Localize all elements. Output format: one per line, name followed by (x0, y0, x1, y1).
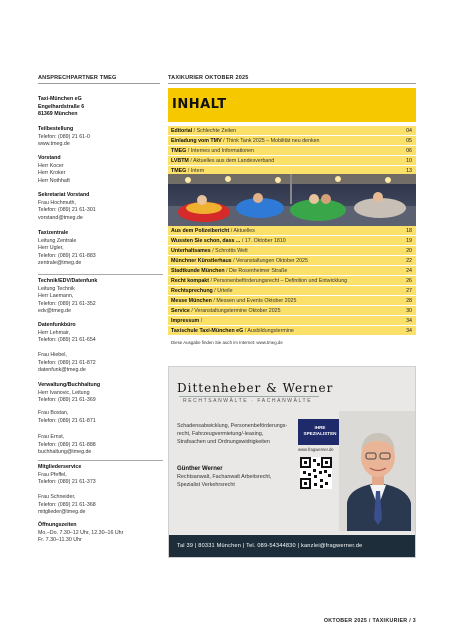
toc-item-subtitle: / Schlechte Zeiten (192, 128, 237, 134)
toc-item-page: 04 (406, 128, 412, 134)
toc-item[interactable] (168, 126, 416, 136)
toc-item[interactable] (168, 146, 416, 156)
section-title: Vorstand (38, 155, 61, 161)
ad-desc-line: Schadensabwicklung, Personenbeförderungs- (177, 423, 288, 429)
toc-item-title: Einladung vom TMV (171, 138, 222, 144)
toc-item-subtitle: / Ausbildungstermine (243, 328, 294, 334)
toc-item-title: Recht kompakt (171, 278, 209, 284)
toc-item-page: 24 (406, 268, 412, 274)
contact-teilbestellung (38, 126, 163, 149)
ad-contact-bar: Tal 39 | 80331 München | Tel. 089-54344830 | kanzlei@fragwerner.de (169, 535, 416, 557)
contact-mitgliederservice (38, 464, 163, 487)
page-footer: OKTOBER 2025 / TAXIKURIER / 3 (323, 618, 416, 624)
badge-line: SPEZIALISTEN (303, 431, 337, 436)
role: Leitung Zentrale (38, 237, 77, 244)
inhalt-title: INHALT (172, 97, 227, 112)
toc-item[interactable] (168, 286, 416, 296)
toc-item-subtitle: / Veranstaltungstermine Oktober 2025 (189, 308, 281, 314)
email-link[interactable]: mitglieder@tmeg.de (38, 509, 86, 516)
phone: Telefon: (089) 21 61-301 (38, 207, 96, 214)
toc-item-subtitle: / (199, 318, 203, 324)
person: Herr Ugler, (38, 245, 64, 252)
person: Frau Hochmuth, (38, 199, 76, 206)
toc-item-subtitle: / Aktuelles aus dem Landesverband (188, 158, 275, 164)
person: Frau Ernst, (38, 434, 65, 440)
toc-item[interactable] (168, 316, 416, 326)
law-firm-ad[interactable] (168, 366, 416, 558)
ad-person-name: Günther Werner (177, 466, 223, 472)
person: Herr Kocer (38, 162, 64, 169)
divider (38, 274, 163, 275)
phone: Telefon: (089) 21 61-883 (38, 252, 96, 259)
toc-item[interactable] (168, 256, 416, 266)
toc-item-page: 05 (406, 138, 412, 144)
email-link[interactable]: datenfunk@tmeg.de (38, 367, 86, 374)
phone: Telefon: (089) 21 61-352 (38, 300, 96, 307)
toc-item-title: Unterhaltsames (171, 248, 211, 254)
toc-item-title: Editorial (171, 128, 193, 134)
ad-firm-name: Dittenheber & Werner (177, 381, 334, 395)
ad-website-link[interactable]: www.fragwerner.de (298, 447, 334, 452)
section-title: Technik/EDV/Datenfunk (38, 278, 98, 284)
email-link[interactable]: vorstand@tmeg.de (38, 214, 83, 221)
contact-verwaltung (38, 382, 163, 405)
lawyer-portrait (339, 411, 416, 531)
toc-item-page: 34 (406, 318, 412, 324)
person: Frau Schneider, (38, 494, 76, 500)
company-city: 81369 München (38, 111, 78, 118)
contact-vorstand (38, 155, 163, 185)
toc-item-page: 28 (406, 298, 412, 304)
toc-item-subtitle: / Veranstaltungen Oktober 2025 (231, 258, 308, 264)
toc-item[interactable] (168, 296, 416, 306)
person: Herr Lehmair, (38, 329, 71, 336)
company-street: Engelhardstraße 6 (38, 103, 85, 110)
toc-item-page: 20 (406, 248, 412, 254)
section-title: Sekretariat Vorstand (38, 192, 90, 198)
person: Herr Ivanovic, Leitung (38, 389, 90, 396)
bumper-cars-photo (168, 174, 416, 226)
ad-divider (179, 396, 319, 397)
email-link[interactable]: zentrale@tmeg.de (38, 260, 82, 267)
toc-item-page: 30 (406, 308, 412, 314)
toc-item-page: 18 (406, 228, 412, 234)
email-link[interactable]: edv@tmeg.de (38, 308, 72, 315)
qr-code-icon[interactable] (300, 457, 332, 489)
hours: Fr. 7.30–11.30 Uhr (38, 537, 82, 544)
person: Frau Hiebel, (38, 352, 67, 358)
inhalt-banner (168, 88, 416, 122)
person: Frau Pfeffel, (38, 471, 67, 478)
online-note: Diese Ausgabe finden Sie auch im Internet: www.tmeg.de (171, 340, 283, 345)
badge-line: IHRE (314, 425, 326, 430)
toc-item-subtitle: / Intern (186, 168, 205, 174)
contact-hiebel (38, 352, 163, 375)
toc-item-title: Wussten Sie schon, dass ... (171, 238, 241, 244)
person: Herr Kroker (38, 170, 66, 177)
phone: Telefon: (089) 21 61-0 (38, 133, 90, 140)
ad-desc-line: recht, Fahrzeugvermietung/-leasing, (177, 431, 264, 437)
role: Leitung Technik (38, 285, 75, 292)
toc-item-title: Stadtkunde München (171, 268, 225, 274)
toc-item-title: Service (171, 308, 190, 314)
magazine-header: TAXIKURIER OKTOBER 2025 (168, 75, 416, 84)
toc-item-page: 13 (406, 168, 412, 174)
toc-item[interactable] (168, 306, 416, 316)
toc-item-subtitle: / 17. Oktober 1810 (240, 238, 286, 244)
toc-item-page: 34 (406, 328, 412, 334)
contact-bostan (38, 410, 163, 425)
contact-datenfunk (38, 322, 163, 345)
email-link[interactable]: buchhaltung@tmeg.de (38, 449, 92, 456)
specialists-badge (298, 419, 342, 445)
person: Herr Nothhaft (38, 177, 70, 184)
toc-item-page: 19 (406, 238, 412, 244)
toc-item-subtitle: / Think Tank 2025 – Mobilität neu denken (221, 138, 320, 144)
toc-item-title: Impressum (171, 318, 200, 324)
toc-item-page: 22 (406, 258, 412, 264)
ad-subtitle: RECHTSANWÄLTE · FACHANWÄLTE (183, 398, 313, 404)
person: Herr Laemann, (38, 293, 74, 300)
ad-person-role: Rechtsanwalt, Fachanwalt Arbeitsrecht, (177, 474, 272, 480)
toc-item-title: Münchner Künstlerhaus (171, 258, 232, 264)
toc-item[interactable] (168, 246, 416, 256)
toc-item-subtitle: / Aktuelles (229, 228, 255, 234)
toc-item-subtitle: / Messen und Events Oktober 2025 (211, 298, 297, 304)
toc-item-title: Taxischule Taxi-München eG (171, 328, 244, 334)
person: Frau Bostan, (38, 410, 69, 416)
phone: Telefon: (089) 21 61-888 (38, 441, 96, 448)
toc-item[interactable] (168, 236, 416, 246)
ad-description (177, 422, 297, 446)
toc-item-page: 10 (406, 158, 412, 164)
contacts-header: ANSPRECHPARTNER TMEG (38, 75, 160, 84)
ad-person (177, 465, 297, 489)
toc-item[interactable] (168, 276, 416, 286)
phone: Telefon: (089) 21 61-373 (38, 479, 96, 486)
section-title: Taxizentrale (38, 230, 69, 236)
phone: Telefon: (089) 21 61-871 (38, 417, 96, 424)
toc-item[interactable] (168, 266, 416, 276)
ad-person-role: Spezialist Verkehrsrecht (177, 482, 235, 488)
toc-item[interactable] (168, 326, 416, 336)
contact-taxizentrale (38, 230, 163, 268)
contact-technik (38, 278, 163, 316)
toc-item-title: Messe München (171, 298, 212, 304)
section-title: Öffnungszeiten (38, 522, 77, 528)
contact-ernst (38, 434, 163, 457)
toc-item-title: Aus dem Polizeibericht (171, 228, 230, 234)
toc-item-title: Rechtsprechung (171, 288, 213, 294)
toc-item-title: TMEG (171, 148, 187, 154)
phone: Telefon: (089) 21 61-368 (38, 501, 96, 508)
contact-schneider (38, 494, 163, 517)
company-address (38, 96, 163, 119)
toc-item[interactable] (168, 226, 416, 236)
toc-item[interactable] (168, 136, 416, 146)
toc-item-page: 06 (406, 148, 412, 154)
phone: Telefon: (089) 21 61-654 (38, 337, 96, 344)
toc-item-subtitle: / Die Rosenheimer Straße (224, 268, 288, 274)
hours: Mo.–Do. 7.30–12 Uhr, 12.30–16 Uhr (38, 529, 124, 536)
section-title: Datenfunkbüro (38, 322, 76, 328)
toc-item-title: TMEG (171, 168, 187, 174)
toc-item-subtitle: / Internes und Informationen (186, 148, 255, 154)
toc-item[interactable] (168, 156, 416, 166)
phone: Telefon: (089) 21 61-872 (38, 359, 96, 366)
toc-item-subtitle: / Schrottis Welt (210, 248, 248, 254)
contact-sekretariat (38, 192, 163, 222)
phone: Telefon: (089) 21 61-369 (38, 397, 96, 404)
toc-item-subtitle: / Urteile (212, 288, 233, 294)
divider (38, 460, 163, 461)
section-title: Verwaltung/Buchhaltung (38, 382, 101, 388)
opening-hours (38, 522, 163, 545)
toc-item-subtitle: / Personenbeförderungsrecht – Definition und Entwicklung (208, 278, 348, 284)
company-name: Taxi-München eG (38, 96, 82, 102)
section-title: Teilbestellung (38, 126, 74, 132)
ad-desc-line: Strafsachen und Ordnungswidrigkeiten (177, 439, 270, 445)
toc-bottom (168, 226, 416, 336)
toc-item-page: 26 (406, 278, 412, 284)
section-title: Mitgliederservice (38, 464, 82, 470)
toc-item-title: LVBTM (171, 158, 189, 164)
website-link[interactable]: www.tmeg.de (38, 141, 70, 148)
toc-item-page: 27 (406, 288, 412, 294)
